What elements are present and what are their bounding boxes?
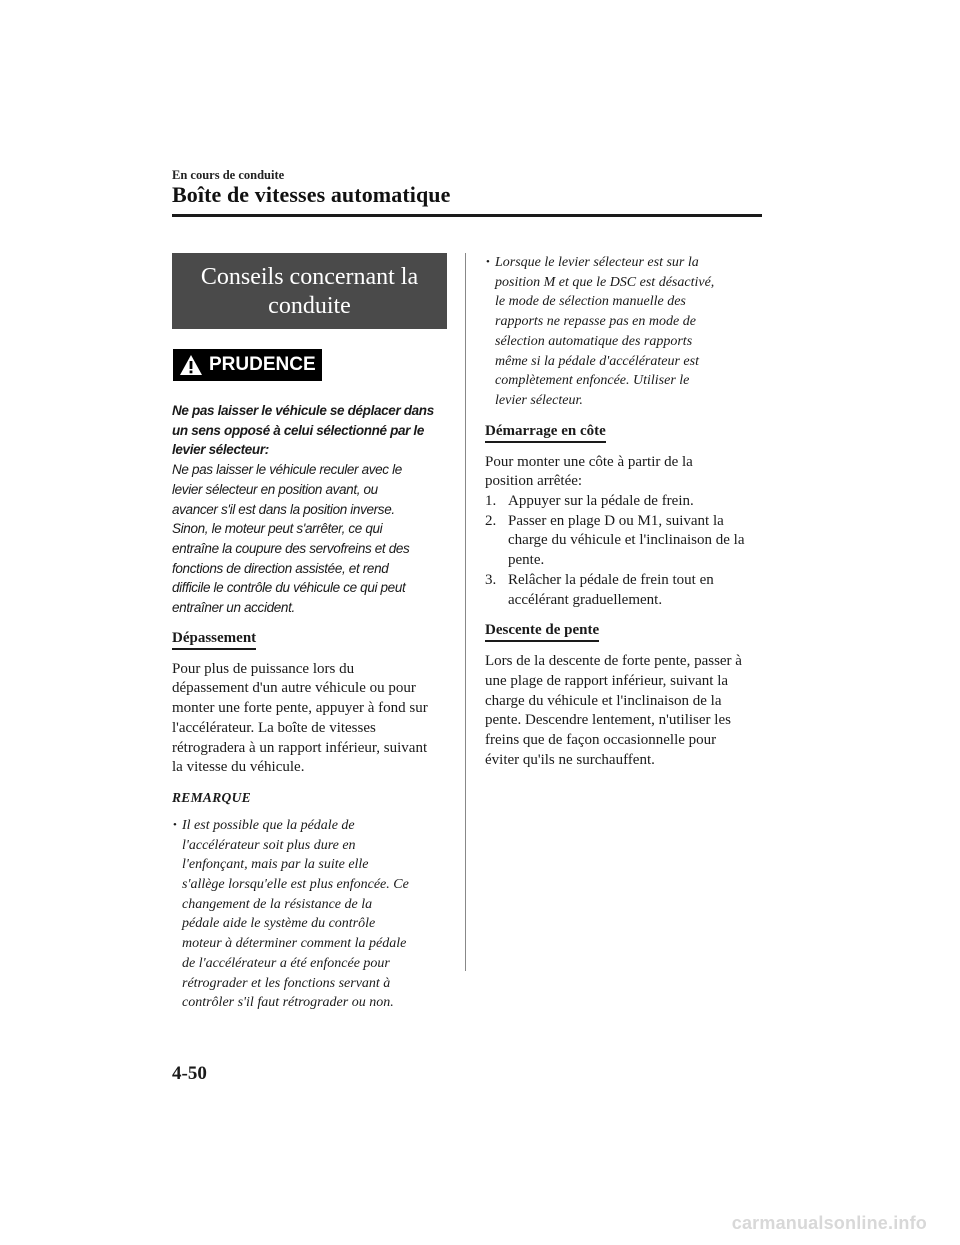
step-item bbox=[485, 571, 765, 610]
step-number: 2. bbox=[485, 512, 497, 529]
page-title: Boîte de vitesses automatique bbox=[172, 182, 451, 207]
page-number: 4-50 bbox=[172, 1063, 207, 1084]
text-line: pente. Descendre lentement, n'utiliser les bbox=[485, 712, 731, 729]
step-number: 3. bbox=[485, 571, 497, 588]
caution-bold-line: Ne pas laisser le véhicule se déplacer dans bbox=[172, 403, 434, 418]
title-rule bbox=[172, 214, 762, 217]
caution-text bbox=[172, 401, 447, 618]
note-line: levier sélecteur. bbox=[495, 392, 583, 408]
downhill-heading: Descente de pente bbox=[485, 622, 599, 642]
step-line: charge du véhicule et l'inclinaison de la bbox=[508, 532, 745, 549]
text-line: charge du véhicule et l'inclinaison de la bbox=[485, 692, 722, 709]
left-column bbox=[172, 243, 447, 1013]
step-line: Appuyer sur la pédale de frein. bbox=[508, 493, 694, 510]
watermark: carmanualsonline.info bbox=[731, 1213, 927, 1233]
note-line: l'enfonçant, mais par la suite elle bbox=[182, 857, 369, 873]
note-line: même si la pédale d'accélérateur est bbox=[495, 353, 699, 369]
text-line: une plage de rapport inférieur, suivant la bbox=[485, 672, 729, 689]
step-line: Passer en plage D ou M1, suivant la bbox=[508, 512, 724, 529]
note-line: l'accélérateur soit plus dure en bbox=[182, 837, 356, 853]
caution-line: avancer s'il est dans la position inverse. bbox=[172, 501, 395, 517]
caution-bold-line: un sens opposé à celui sélectionné par le bbox=[172, 422, 424, 438]
note-line: s'allège lorsqu'elle est plus enfoncée. Ce bbox=[182, 877, 409, 893]
note-line: Lorsque le levier sélecteur est sur la bbox=[495, 255, 699, 270]
hill-start-heading: Démarrage en côte bbox=[485, 423, 606, 443]
caution-line: difficile le contrôle du véhicule ce qui peut bbox=[172, 580, 406, 596]
note-line: complètement enfoncée. Utiliser le bbox=[495, 373, 690, 389]
note-line: moteur à déterminer comment la pédale bbox=[182, 936, 407, 952]
text-line: dépassement d'un autre véhicule ou pour bbox=[172, 680, 416, 697]
note-heading: REMARQUE bbox=[172, 789, 251, 805]
right-column bbox=[485, 243, 765, 770]
text-line: Lors de la descente de forte pente, passer à bbox=[485, 653, 742, 670]
note-line: changement de la résistance de la bbox=[182, 896, 373, 912]
column-divider bbox=[465, 253, 466, 971]
hill-start-intro bbox=[485, 453, 765, 492]
note-item bbox=[485, 253, 765, 411]
text-line: éviter qu'ils ne surchauffent. bbox=[485, 751, 655, 768]
note-line: rétrograder et les fonctions servant à bbox=[182, 975, 391, 991]
warning-triangle-icon bbox=[179, 354, 203, 376]
caution-badge bbox=[173, 349, 322, 381]
caution-label: PRUDENCE bbox=[209, 354, 316, 375]
overtaking-heading: Dépassement bbox=[172, 630, 256, 650]
text-line: Pour plus de puissance lors du bbox=[172, 660, 355, 677]
note-item bbox=[172, 816, 447, 1013]
text-line: rétrogradera à un rapport inférieur, suivant bbox=[172, 739, 428, 756]
note-line: de l'accélérateur a été enfoncée pour bbox=[182, 955, 390, 971]
text-line: l'accélérateur. La boîte de vitesses bbox=[172, 719, 376, 736]
note-line: contrôler s'il faut rétrograder ou non. bbox=[182, 995, 394, 1011]
note-line: position M et que le DSC est désactivé, bbox=[495, 274, 715, 290]
caution-line: entraîner un accident. bbox=[172, 600, 295, 616]
note-line: sélection automatique des rapports bbox=[495, 333, 693, 349]
caution-line: Sinon, le moteur peut s'arrêter, ce qui bbox=[172, 521, 383, 537]
text-line: position arrêtée: bbox=[485, 473, 583, 490]
overtaking-text bbox=[172, 660, 447, 778]
note-line: pédale aide le système du contrôle bbox=[182, 916, 376, 932]
step-line: pente. bbox=[508, 552, 545, 569]
caution-line: levier sélecteur en position avant, ou bbox=[172, 481, 378, 497]
bullet-icon: • bbox=[173, 818, 177, 831]
step-line: Relâcher la pédale de frein tout en bbox=[508, 571, 714, 588]
text-line: Pour monter une côte à partir de la bbox=[485, 453, 693, 470]
note-line: le mode de sélection manuelle des bbox=[495, 294, 686, 310]
note-line: rapports ne repasse pas en mode de bbox=[495, 314, 696, 330]
step-item bbox=[485, 512, 765, 571]
step-number: 1. bbox=[485, 493, 497, 510]
bullet-icon: • bbox=[486, 256, 490, 268]
hill-start-steps bbox=[485, 492, 765, 610]
text-line: freins que de façon occasionnelle pour bbox=[485, 732, 717, 749]
section-banner-title: Conseils concernant la conduite bbox=[200, 264, 419, 319]
text-line: monter une forte pente, appuyer à fond sur bbox=[172, 700, 428, 717]
section-banner bbox=[172, 253, 447, 329]
caution-bold-line: levier sélecteur: bbox=[172, 442, 269, 458]
caution-box bbox=[172, 349, 447, 618]
step-item bbox=[485, 492, 765, 512]
caution-line: fonctions de direction assistée, et rend bbox=[172, 560, 389, 576]
chapter-label: En cours de conduite bbox=[172, 168, 285, 182]
downhill-text bbox=[485, 652, 765, 770]
step-line: accélérant graduellement. bbox=[508, 591, 663, 608]
text-line: la vitesse du véhicule. bbox=[172, 759, 305, 776]
caution-line: entraîne la coupure des servofreins et des bbox=[172, 540, 410, 556]
note-line: Il est possible que la pédale de bbox=[182, 817, 355, 833]
caution-line: Ne pas laisser le véhicule reculer avec le bbox=[172, 462, 402, 478]
